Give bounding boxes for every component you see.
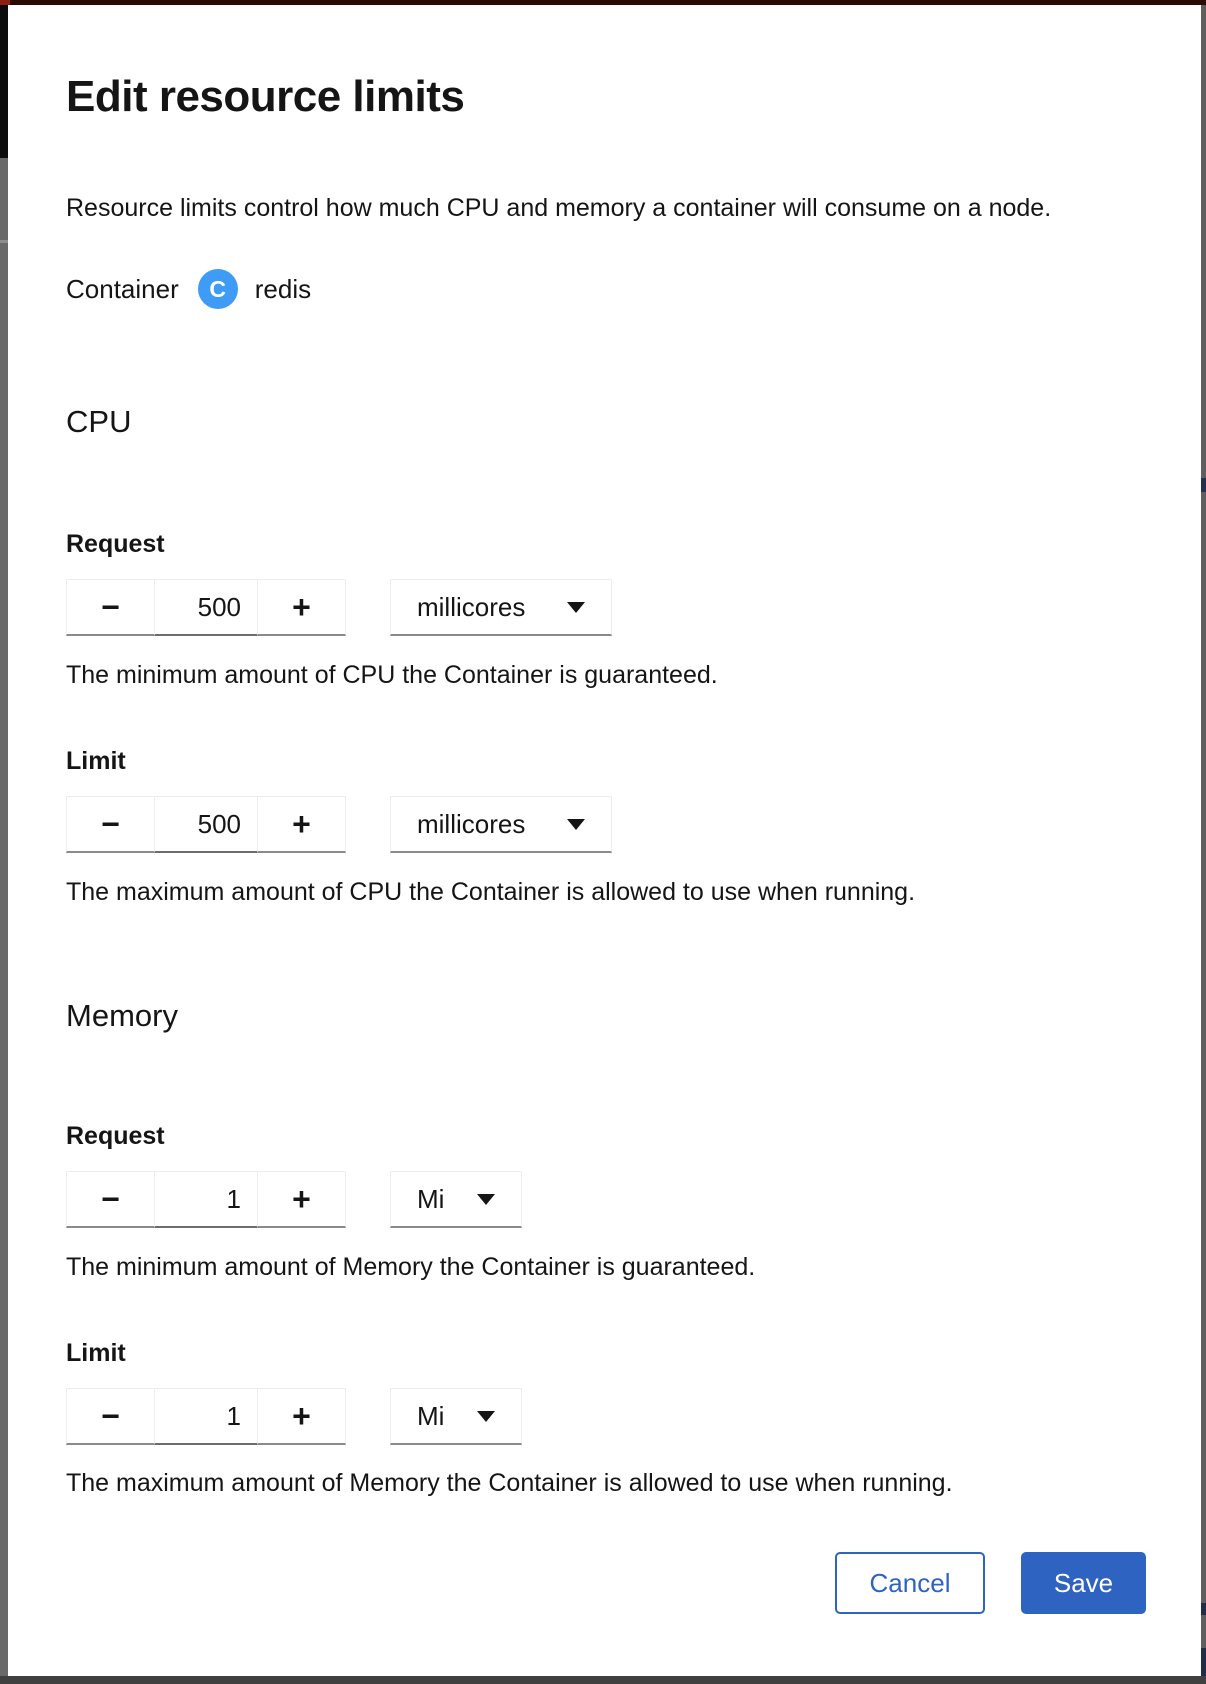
container-row	[66, 269, 1146, 309]
plus-icon: +	[292, 806, 311, 842]
field-cpu-request	[66, 529, 1146, 692]
field-label-request: Request	[66, 1122, 165, 1150]
field-help-text: The maximum amount of Memory the Container is allowed to use when running.	[66, 1469, 953, 1497]
minus-icon: −	[101, 806, 120, 842]
cpu-limit-unit-dropdown[interactable]	[390, 796, 612, 853]
backdrop-right-mark	[1201, 1603, 1206, 1615]
field-row	[66, 796, 1146, 853]
memory-request-value-input[interactable]	[154, 1171, 258, 1228]
cpu-request-value-input[interactable]	[154, 579, 258, 636]
cpu-limit-value-input[interactable]	[154, 796, 258, 853]
unit-dropdown-label: Mi	[417, 1183, 445, 1214]
field-row	[66, 1388, 1146, 1445]
backdrop-left-notch	[0, 240, 8, 243]
decrement-button[interactable]	[66, 1388, 154, 1445]
increment-button[interactable]	[258, 579, 346, 636]
backdrop-left-edge	[0, 5, 8, 1684]
modal-title: Edit resource limits	[66, 72, 465, 121]
field-memory-limit	[66, 1338, 1146, 1500]
modal-footer	[66, 1552, 1146, 1614]
backdrop-bottom-edge	[0, 1676, 1206, 1684]
caret-down-icon	[477, 1194, 495, 1205]
field-label-limit: Limit	[66, 1339, 126, 1367]
caret-down-icon	[477, 1411, 495, 1422]
cpu-request-unit-dropdown[interactable]	[390, 579, 612, 636]
increment-button[interactable]	[258, 1171, 346, 1228]
field-help-text: The minimum amount of Memory the Container is guaranteed.	[66, 1253, 756, 1281]
decrement-button[interactable]	[66, 579, 154, 636]
memory-limit-value-input[interactable]	[154, 1388, 258, 1445]
backdrop-right-mark	[1201, 478, 1206, 492]
cpu-limit-spinner	[66, 796, 346, 853]
plus-icon: +	[292, 1181, 311, 1217]
backdrop-left-edge-dark	[0, 5, 8, 158]
plus-icon: +	[292, 1398, 311, 1434]
section-heading-memory: Memory	[66, 998, 178, 1033]
caret-down-icon	[567, 819, 585, 830]
decrement-button[interactable]	[66, 796, 154, 853]
field-label-limit: Limit	[66, 747, 126, 775]
memory-limit-spinner	[66, 1388, 346, 1445]
unit-dropdown-label: millicores	[417, 591, 526, 622]
caret-down-icon	[567, 602, 585, 613]
increment-button[interactable]	[258, 796, 346, 853]
save-button[interactable]: Save	[1021, 1552, 1146, 1614]
unit-dropdown-label: Mi	[417, 1400, 445, 1431]
memory-request-unit-dropdown[interactable]	[390, 1171, 522, 1228]
decrement-button[interactable]	[66, 1171, 154, 1228]
modal-body	[8, 5, 1201, 1676]
unit-dropdown-label: millicores	[417, 808, 526, 839]
modal-description: Resource limits control how much CPU and memory a container will consume on a node.	[66, 194, 1052, 222]
section-heading-cpu: CPU	[66, 404, 132, 439]
cpu-request-spinner	[66, 579, 346, 636]
field-label-request: Request	[66, 530, 165, 558]
field-cpu-limit	[66, 746, 1146, 909]
container-badge-icon: C	[198, 269, 238, 309]
container-label: Container	[66, 273, 179, 304]
memory-request-spinner	[66, 1171, 346, 1228]
field-memory-request	[66, 1121, 1146, 1284]
minus-icon: −	[101, 589, 120, 625]
plus-icon: +	[292, 589, 311, 625]
backdrop-right-edge	[1201, 5, 1206, 1684]
minus-icon: −	[101, 1181, 120, 1217]
field-help-text: The minimum amount of CPU the Container is guaranteed.	[66, 661, 718, 689]
backdrop-right-mark	[1201, 1648, 1206, 1678]
minus-icon: −	[101, 1398, 120, 1434]
increment-button[interactable]	[258, 1388, 346, 1445]
field-row	[66, 579, 1146, 636]
container-name: redis	[254, 273, 312, 304]
field-row	[66, 1171, 1146, 1228]
memory-limit-unit-dropdown[interactable]	[390, 1388, 522, 1445]
field-help-text: The maximum amount of CPU the Container is allowed to use when running.	[66, 878, 916, 906]
cancel-button[interactable]: Cancel	[835, 1552, 985, 1614]
